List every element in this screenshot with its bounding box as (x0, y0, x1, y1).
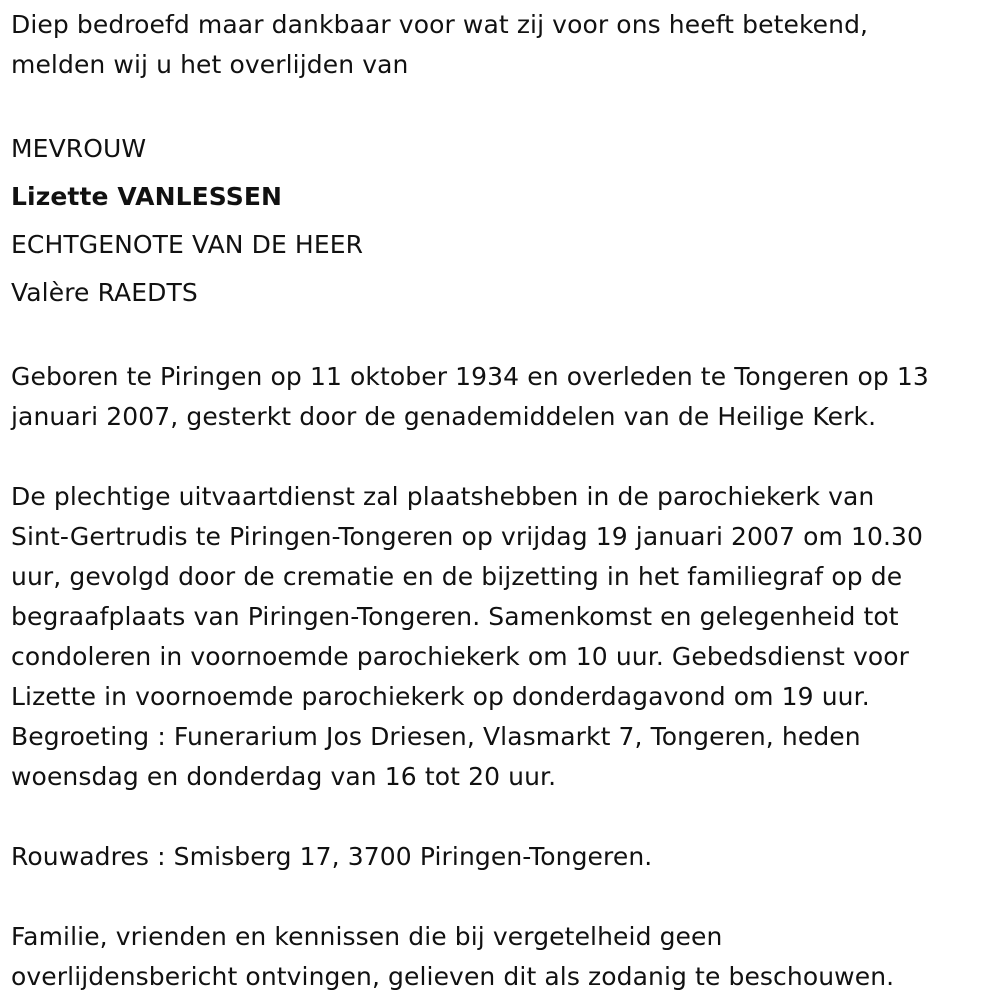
paragraph-spacer (11, 877, 991, 917)
birth-death-line: januari 2007, gesterkt door de genademiddelen van de Heilige Kerk. (11, 402, 877, 431)
service-line: begraafplaats van Piringen-Tongeren. Samenkomst en gelegenheid tot (11, 602, 899, 631)
death-notice (11, 5, 991, 997)
birth-death-line: Geboren te Piringen op 11 oktober 1934 en overleden te Tongeren op 13 (11, 362, 929, 391)
service-line: De plechtige uitvaartdienst zal plaatshebben in de parochiekerk van (11, 482, 875, 511)
paragraph-spacer (11, 797, 991, 837)
service-line: condoleren in voornoemde parochiekerk om 10 uur. Gebedsdienst voor (11, 642, 910, 671)
closing-paragraph (11, 917, 991, 997)
person-block (11, 125, 991, 317)
service-line: uur, gevolgd door de crematie en de bijzetting in het familiegraf op de (11, 562, 903, 591)
intro-paragraph (11, 5, 991, 85)
mourning-address: Rouwadres : Smisberg 17, 3700 Piringen-Tongeren. (11, 842, 653, 871)
deceased-name: Lizette VANLESSEN (11, 182, 283, 211)
paragraph-spacer (11, 317, 991, 357)
address-paragraph (11, 837, 991, 877)
service-line: Lizette in voornoemde parochiekerk op donderdagavond om 19 uur. (11, 682, 870, 711)
paragraph-spacer (11, 437, 991, 477)
birth-death-paragraph (11, 357, 991, 437)
service-line: Begroeting : Funerarium Jos Driesen, Vlasmarkt 7, Tongeren, heden (11, 722, 861, 751)
service-line: Sint-Gertrudis te Piringen-Tongeren op vrijdag 19 januari 2007 om 10.30 (11, 522, 924, 551)
paragraph-spacer (11, 85, 991, 125)
service-line: woensdag en donderdag van 16 tot 20 uur. (11, 762, 557, 791)
relation-label: ECHTGENOTE VAN DE HEER (11, 230, 364, 259)
honorific-title: MEVROUW (11, 134, 147, 163)
service-paragraph (11, 477, 991, 797)
intro-line: Diep bedroefd maar dankbaar voor wat zij voor ons heeft betekend, (11, 10, 869, 39)
closing-line: overlijdensbericht ontvingen, gelieven dit als zodanig te beschouwen. (11, 962, 895, 991)
closing-line: Familie, vrienden en kennissen die bij vergetelheid geen (11, 922, 723, 951)
spouse-name: Valère RAEDTS (11, 278, 198, 307)
intro-line: melden wij u het overlijden van (11, 50, 409, 79)
